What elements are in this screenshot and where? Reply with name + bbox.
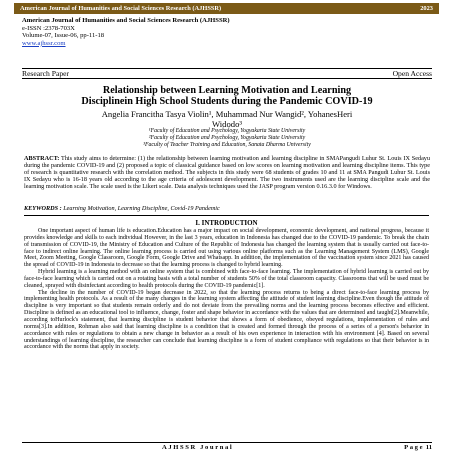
open-access-label: Open Access	[392, 69, 432, 78]
journal-url-link[interactable]: www.ajhssr.com	[22, 39, 66, 47]
keywords	[24, 205, 430, 212]
affiliation-3: ³Faculty of Teacher Training and Education, Sanata Dharma University	[143, 141, 311, 148]
abstract-text: This study aims to determine: (1) the relationship between learning motivation and learning discipline in SMAPangudi Luhur St. Louis IX Sedayu during the pandemic COVID-19 and (2) proposed a topic of classical guidance based on low scores on learning motivation and learning discipline items. This type of research is quantitative research with the correlation method. The subjects in this study were 68 students of grades 10 and 11 at SMA Pangudi Luhur St. Louis IX Sedayu who is 16-18 years old according to the age criteria of adolescent development. The two instruments used are the learning discipline scale and the learning motivation scale. The scale used is the Likert scale. Data analysis techniques used the JASP program version 0.16.3.0 for Windows.	[24, 155, 430, 190]
journal-issn: e-ISSN :2378-703X	[22, 24, 75, 32]
paper-title	[22, 85, 432, 108]
footer-page-label: Page	[404, 444, 425, 451]
page-footer	[22, 442, 432, 451]
paper-type-bar	[22, 68, 432, 79]
introduction-body	[24, 228, 429, 351]
paper-title-line-2: Disciplinein High School Students during the Pandemic COVID-19	[81, 96, 373, 108]
authors-line-1: Angelia Francitha Tasya Violin¹, Muhammad Nur Wangid², YohanesHeri	[101, 109, 353, 119]
journal-volume: Volume-07, Issue-06, pp-11-18	[22, 32, 105, 40]
affiliation-1: ¹Faculty of Education and Psychology, Yogyakarta State University	[148, 128, 306, 134]
authors-line-2: Widodo³	[212, 118, 242, 129]
keywords-text: Learning Motivation, Learning Discipline, Covid-19 Pandemic	[61, 205, 220, 212]
footer-page-number: 11	[425, 444, 432, 451]
banner-year: 2023	[420, 5, 433, 12]
journal-header	[22, 17, 432, 47]
affiliation-2: ²Faculty of Education and Psychology, Yogyakarta State University	[148, 134, 306, 141]
abstract	[24, 155, 430, 190]
intro-paragraph-2: Hybrid learning is a learning method with an online system that is combined with face-to-face learning. The implementation of hybrid learning is carried out by face-to-face learning which is carried out on a rotating basis with a total number of students 50% of the total classroom capacity. Classrooms that will be used must be cleaned, sprayed with disinfectant according to health protocols during the COVID-19 pandemic[1].	[24, 269, 429, 289]
intro-paragraph-3: The decline in the number of COVID-19 began decrease in 2022, so that the learning process returns to being a direct face-to-face learning process by implementing health protocols. As a result of the many changes in the learning system affecting the attitude of student learning discipline.Even though the attitude of discipline is very important so that students remain orderly and do not deviate from the prevailing norms and the learning process becomes effective and efficient. Discipline is defined as an educational tool to influence, change, foster and shape behavior in accordance with the values that are determined and taught[2].Meanwhile, according toHurlock's statement, that learning discipline is student behavior that shows a form of obedience, obeyed regulations, implementation of rules and norms[3].In addition, Rohman also said that learning discipline is a condition that is created and formed through the process of a series of a person's behavior in accordance with rules or regulations to obtain a new change in behavior as a result of his own experience in interaction with his environment [4]. Based on several understandings of learning discipline, the researcher can conclude that learning discipline is a form of student compliance with regulations so that their behavior is in accordance with the norms that apply in society.	[24, 289, 429, 351]
footer-journal-name: AJHSSR Journal	[162, 444, 234, 451]
journal-full-title: American Journal of Humanities and Social Sciences Research (AJHSSR)	[22, 17, 230, 24]
section-heading-introduction: I. INTRODUCTION	[195, 219, 258, 227]
keywords-label: KEYWORDS :	[24, 205, 62, 212]
paper-authors	[22, 110, 432, 129]
abstract-label: ABSTRACT:	[24, 155, 60, 162]
author-affiliations	[22, 128, 432, 148]
section-divider	[24, 215, 429, 216]
banner-journal-name: American Journal of Humanities and Social Sciences Research (AJHSSR)	[20, 5, 222, 12]
intro-paragraph-1: One important aspect of human life is education.Education has a major impact on social development, economic development, and national progress, because it provides knowledge and skills to each individual However, in the last 3 years, education in Indonesia has changed due to the COVID-19 pandemic. To break the chain of transmission of COVID-19, the Ministry of Education and Culture of the Republic of Indonesia has changed the learning system that is usually carried out face-to-face to indirect online learning. The online learning process is carried out using various online platforms such as the Learning Management System (LMS), Google Meet, Zoom Meeting, Google Classroom, Google Form, Google Drive and Whatsapp. In addition, the implementation of the vaccination system since 2021 has caused the spread of COVID-19 in Indonesia to decrease so that the learning process is changed to hybrid learning.	[24, 228, 429, 269]
footer-page	[404, 444, 432, 451]
journal-banner	[14, 3, 439, 14]
paper-title-line-1: Relationship between Learning Motivation and Learning	[102, 85, 352, 96]
paper-type-label: Research Paper	[22, 69, 70, 78]
